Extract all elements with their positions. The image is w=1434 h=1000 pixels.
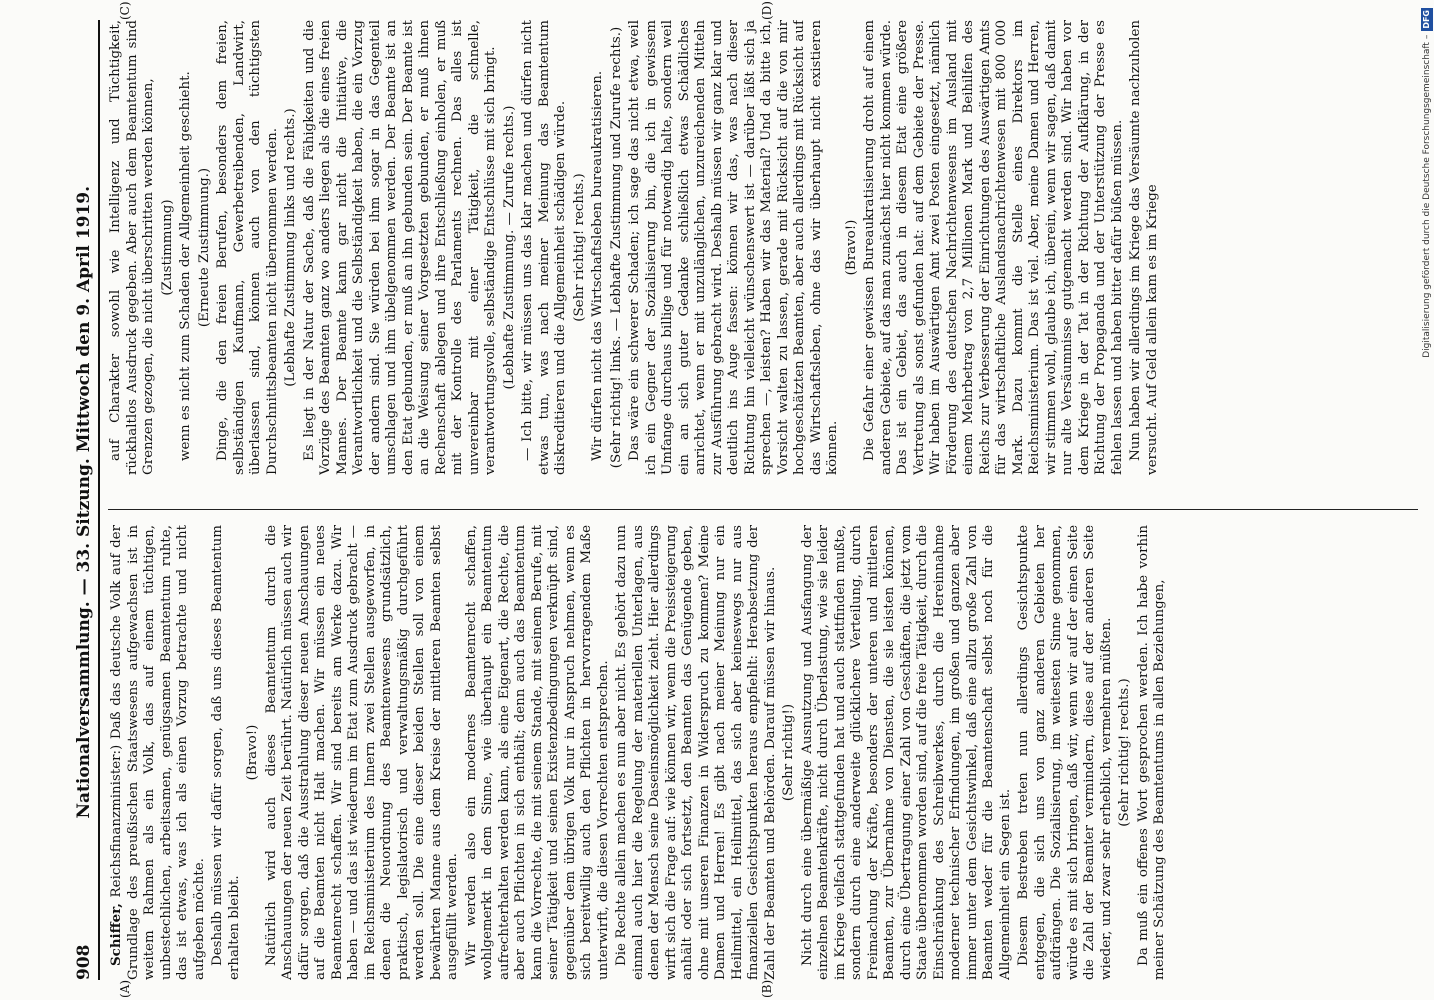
running-title: Nationalversammlung. — 33. Sitzung. Mittwoch den 9. April 1919. [74, 185, 94, 819]
dfg-logo: DFG [1422, 10, 1431, 29]
paragraph [108, 525, 208, 980]
digitization-credit-strip [1420, 0, 1434, 1000]
margin-marker-b: (B) [760, 979, 774, 998]
margin-marker-c: (C) [118, 1, 132, 20]
paragraph: Es liegt in der Natur der Sache, daß die Fähigkeiten und die Vorzüge des Beamten ganz wo anders liegen als die eines freien Mannes. Der Beamte kann gar nicht die Initiative, die Verantwortlichkeit und die Selbständigkeit haben, die ein Vorzug der andern sind. Sie würden bei ihm sogar in das Gegenteil umschlagen und ihm übelgenommen werden. Der Beamte ist an den Etat gebunden, er muß an ihn gebunden sein. Der Beamte ist an die Weisung seiner Vorgesetzten gebunden, er muß ihnen Rechenschaft ablegen und ihre Entschließung einholen, er muß mit der Kontrolle des Parlaments rechnen. Das alles ist unvereinbar mit einer Tätigkeit, die schnelle, verantwortungsvolle, selbständige Entschlüsse mit sich bringt. [301, 20, 498, 475]
paragraph: Natürlich wird auch dieses Beamtentum durch die Anschauungen der neuen Zeit berührt. Natürlich müssen auch wir dafür sorgen, daß die Ausstrahlung dieser neuen Anschauungen auf die Beamten nicht Halt machen. Wir müssen ein neues Beamtenrecht schaffen. Wir sind bereits am Werke dazu. Wir haben — und das ist wiederum im Etat zum Ausdruck gebracht — im Reichsministerium des Innern zwei Stellen ausgeworfen, in denen die Neuordnung des Beamtenwesens grundsätzlich, praktisch, legislatorisch und verwaltungsmäßig durchgeführt werden soll. Die eine dieser beiden Stellen soll von einem bewährten Manne aus dem Kreise der mittleren Beamten selbst ausgefüllt werden. [263, 525, 460, 980]
paragraph: auf Charakter sowohl wie Intelligenz und Tüchtigkeit, rückhaltlos Ausdruck gegeben. Aber auch dem Beamtentum sind Grenzen gezogen, die nicht überschritten werden können, [108, 20, 156, 475]
paragraph: Das wäre ein schwerer Schaden; ich sage das nicht etwa, weil ich ein Gegner der Sozialisierung bin, die ich in gewissem Umfange durchaus billige und für notwendig halte, sondern weil ein an sich guter Gedanke schließlich etwas Schädliches anrichtet, wenn er mit unzulänglichen, unzureichenden Mitteln zur Ausführung gebracht wird. Deshalb müssen wir ganz klar und deutlich ins Auge fassen: können wir das, was nach dieser Richtung hin vielleicht wünschenswert ist — darüber läßt sich ja sprechen —, leisten? Haben wir das Material? Und da bitte ich, Vorsicht walten zu lassen, gerade mit Rücksicht auf die von mir hochgeschätzten Beamten, aber auch allerdings mit Rücksicht auf das Wirtschaftsleben, ohne das wir überhaupt nicht existieren können. [627, 20, 840, 475]
paragraph: Deshalb müssen wir dafür sorgen, daß uns dieses Beamtentum erhalten bleibt. [210, 525, 242, 980]
paragraph: Wir dürfen nicht das Wirtschaftsleben bureaukratisieren. [590, 70, 605, 461]
interjection: (Sehr richtig!) [781, 703, 796, 802]
interjection: (Erneute Zustimmung.) [196, 167, 212, 328]
interjection: (Lebhafte Zustimmung links und rechts.) [283, 108, 298, 387]
paragraph: — Ich bitte, wir müssen uns das klar machen und dürfen nicht etwas tun, was nach meiner Meinung das Beamtentum diskreditieren und die Allgemeinheit schädigen würde. [520, 20, 568, 475]
interjection: (Zustimmung) [159, 199, 175, 296]
paragraph: Dinge, die den freien Berufen, besonders dem freien, selbständigen Kaufmann, Gewerbetreibenden, Landwirt, überlassen sind, können auch von den tüchtigsten Durchschnittsbeamten nicht übernommen werden. [215, 20, 280, 475]
paragraph: Nun haben wir allerdings im Kriege das Versäumte nachzuholen versucht. Auf Geld allein kam es im Kriege [1128, 20, 1160, 475]
paragraph: Die Rechte allein machen es nun aber nicht. Es gehört dazu nun einmal auch hier die Regelung der materiellen Unterlagen, aus denen der Mensch seine Daseinsmöglichkeit zieht. Hier allerdings wirft sich die Frage auf: wie können wir, wenn die Preissteigerung anhält oder sich fortsetzt, den Beamten das Genügende geben, ohne mit unseren Finanzen in Widerspruch zu kommen? Meine Damen und Herren! Es gibt nach meiner Meinung nur ein Heilmittel, ein Heilmittel, das sich aber keineswegs nur aus finanziellen Gesichtspunkten heraus empfiehlt: Herabsetzung der Zahl der Beamten und Behörden. Darauf müssen wir hinaus. [614, 525, 778, 980]
margin-marker-a: (A) [118, 979, 132, 998]
speaker-name: Schiffer, [108, 903, 124, 966]
page-number: 908 [74, 944, 94, 980]
paragraph-text: Reichsfinanzminister:) Daß das deutsche Volk auf der Grundlage des preußischen Staatswesens aufgewachsen ist in weitem Rahmen als ein Volk, das auf einem tüchtigen, unbestechlichen, arbeitsamen, genügsamen Beamtentum ruhte, das ist etwas, was ich als einen Vorzug betrachte und nicht aufgeben möchte. [109, 525, 207, 980]
margin-marker-d: (D) [760, 1, 774, 20]
page-header [58, 20, 100, 980]
paragraph: Diesem Bestreben treten nun allerdings Gesichtspunkte entgegen, die sich uns von ganz anderen Gebieten her aufdrängen. Die Sozialisierung, im weitesten Sinne genommen, würde es mit sich bringen, daß wir, wenn wir auf der einen Seite die Zahl der Beamter vermindern, diese auf der anderen Seite wieder, und zwar sehr erheblich, vermehren müßten. [1016, 525, 1114, 980]
left-text-column [108, 525, 1418, 980]
interjection: (Bravo!) [843, 219, 859, 276]
credit-text: Digitalisierung gefördert durch die Deutsche Forschungsgemeinschaft – [1422, 34, 1432, 358]
column-divider [108, 509, 1418, 510]
interjection: (Sehr richtig! links. — Lebhafte Zustimmung und Zurufe rechts.) [608, 26, 624, 469]
interjection: (Sehr richtig! rechts.) [1117, 678, 1132, 827]
paragraph: Da muß ein offenes Wort gesprochen werden. Ich habe vorhin meiner Schätzung des Beamtentums in allen Beziehungen, [1135, 525, 1167, 980]
paragraph: Die Gefahr einer gewissen Bureaukratisierung droht auf einem anderen Gebiete, auf das man zunächst hier nicht kommen würde. Das ist ein Gebiet, das auch in diesem Etat eine größere Vertretung als sonst gefunden hat: auf dem Gebiete der Presse. Wir haben im Auswärtigen Amt zwei Posten eingesetzt, nämlich Förderung des deutschen Nachrichtenwesens im Ausland mit einem Mehrbetrag von 2,7 Millionen Mark und Beihilfen des Reichs zur Verbesserung der Einrichtungen des Auswärtigen Amts für das wirtschaftliche Auslandsnachrichtenwesen mit 800 000 Mark. Dazu kommt die Stelle eines Direktors im Reichsministerium. Das ist viel. Aber, meine Damen und Herren, wir stimmen wohl, glaube ich, überein, wenn wir sagen, daß damit nur alte Versäumnisse gutgemacht werden sind. Wir haben vor dem Kriege in der Tat in der Richtung der Aufklärung, in der Richtung der Propaganda und der Unterstützung der Presse es fehlen lassen und haben bitter dafür büßen müssen. [862, 20, 1125, 475]
interjection: (Sehr richtig! rechts.) [571, 173, 587, 322]
paragraph: Wir werden also ein modernes Beamtenrecht schaffen, wohlgemerkt in dem Sinne, wie überhaupt ein Beamtentum aufrechterhalten werden kann, als eine Eigenart, die Rechte, die aber auch Pflichten in sich enthält; denn auch das Beamtentum kann die Vorrechte, die mit seinem Stande, mit seinem Berufe, mit seiner Tätigkeit und seinen Existenzbedingungen verknüpft sind, gegenüber dem übrigen Volk nur in Anspruch nehmen, wenn es sich bereitwillig auch den Pflichten in hervorragendem Maße unterwirft, die diesen Vorrechten entsprechen. [463, 525, 611, 980]
interjection: (Lebhafte Zustimmung. — Zurufe rechts.) [501, 105, 517, 390]
interjection: (Bravo!) [245, 724, 260, 781]
right-text-column [108, 20, 1418, 475]
paragraph: wenn es nicht zum Schaden der Allgemeinheit geschieht. [178, 71, 193, 461]
paragraph: Nicht durch eine übermäßige Ausnutzung und Ausfangung der einzelnen Beamtenkräfte, nicht durch Überlastung, wie sie leider im Kriege vielfach stattgefunden hat und auch stattfinden mußte, sondern durch eine anderweite glücklichere Verteilung, durch Freimachung der Kräfte, besonders der unteren und mittleren Beamten, zur Übernahme von Diensten, die sie leisten können, durch eine Übertragung einer Zahl von Geschäften, die jetzt vom Staate übernommen worden sind, auf die freie Tätigkeit, durch die Einschränkung des Schreibwerkes, durch die Hereinnahme moderner technischer Erfindungen, im großen und ganzen aber immer unter dem Gesichtswinkel, daß eine allzu große Zahl von Beamten weder für die Beamtenschaft selbst noch für die Allgemeinheit ein Segen ist. [799, 525, 1013, 980]
